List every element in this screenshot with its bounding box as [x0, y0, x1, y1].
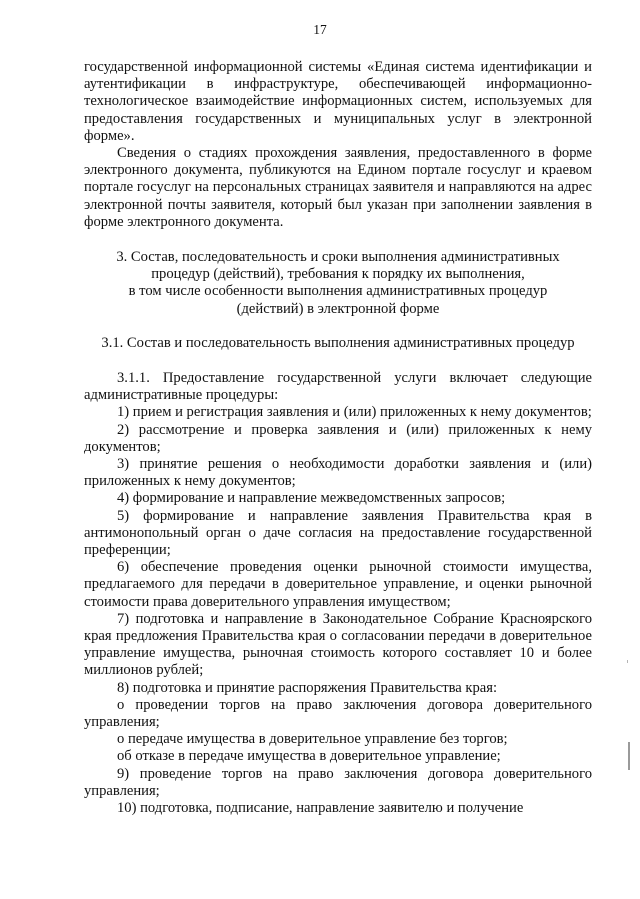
section-3-heading-line: в том числе особенности выполнения административных процедур — [128, 283, 548, 300]
list-item: об отказе в передаче имущества в доверительное управление; — [117, 748, 501, 765]
list-item: 10) подготовка, подписание, направление заявителю и получение — [117, 800, 524, 817]
scan-artifact — [627, 660, 628, 663]
section-3-1-heading — [84, 335, 592, 352]
section-3-heading-line: процедур (действий), требования к порядку их выполнения, — [151, 266, 525, 283]
procedures-list — [84, 370, 592, 817]
section-3-heading-line: 3. Состав, последовательность и сроки выполнения административных — [116, 249, 560, 265]
list-item: 8) подготовка и принятие распоряжения Правительства края: — [117, 679, 498, 696]
list-item: о передаче имущества в доверительное управление без торгов; — [117, 731, 508, 748]
section-3-heading — [84, 249, 592, 318]
list-item: 4) формирование и направление межведомственных запросов; — [117, 490, 506, 507]
list-item: 7) подготовка и направление в Законодательное Собрание Красноярского края предложения Правительства края о согласовании передачи в доверительное управление имущества, рыночная стоимость которого составляет 10 и более миллионов рублей; — [84, 610, 592, 679]
list-item: 3) принятие решения о необходимости доработки заявления и (или) приложенных к нему документов; — [84, 456, 592, 490]
scan-artifact — [628, 742, 630, 770]
list-item: 2) рассмотрение и проверка заявления и (или) приложенных к нему документов; — [84, 421, 592, 455]
list-item: 3.1.1. Предоставление государственной услуги включает следующие административные процедуры: — [84, 370, 592, 404]
section-3-1-title: 3.1. Состав и последовательность выполнения административных процедур — [101, 335, 575, 351]
intro-paragraph-2: Сведения о стадиях прохождения заявления, предоставленного в форме электронного документа, публикуются на Едином портале госуслуг и краевом портале госуслуг на персональных страницах заявителя и направляются на адрес электронной почты заявителя, который был указан при заполнении заявления в форме электронного документа. — [84, 145, 592, 230]
list-item: 9) проведение торгов на право заключения договора доверительного управления; — [84, 765, 592, 799]
list-item: 1) прием и регистрация заявления и (или) приложенных к нему документов; — [117, 404, 592, 421]
section-3-heading-line: (действий) в электронной форме — [236, 300, 440, 317]
list-item: 5) формирование и направление заявления Правительства края в антимонопольный орган о даче согласия на предоставление государственной преференции; — [84, 507, 592, 559]
intro-paragraph-1: государственной информационной системы «Единая система идентификации и аутентификации в инфраструктуре, обеспечивающей информационно-технологическое взаимодействие информационных систем, используемых для предоставления государственных и муниципальных услуг в электронной форме». — [84, 59, 592, 144]
list-item: о проведении торгов на право заключения договора доверительного управления; — [84, 696, 592, 731]
intro-block — [84, 59, 592, 231]
list-item: 6) обеспечение проведения оценки рыночной стоимости имущества, предлагаемого для передачи в доверительное управление, и оценки рыночной стоимости права доверительного управления имуществом; — [84, 559, 592, 610]
page-number: 17 — [313, 22, 327, 37]
